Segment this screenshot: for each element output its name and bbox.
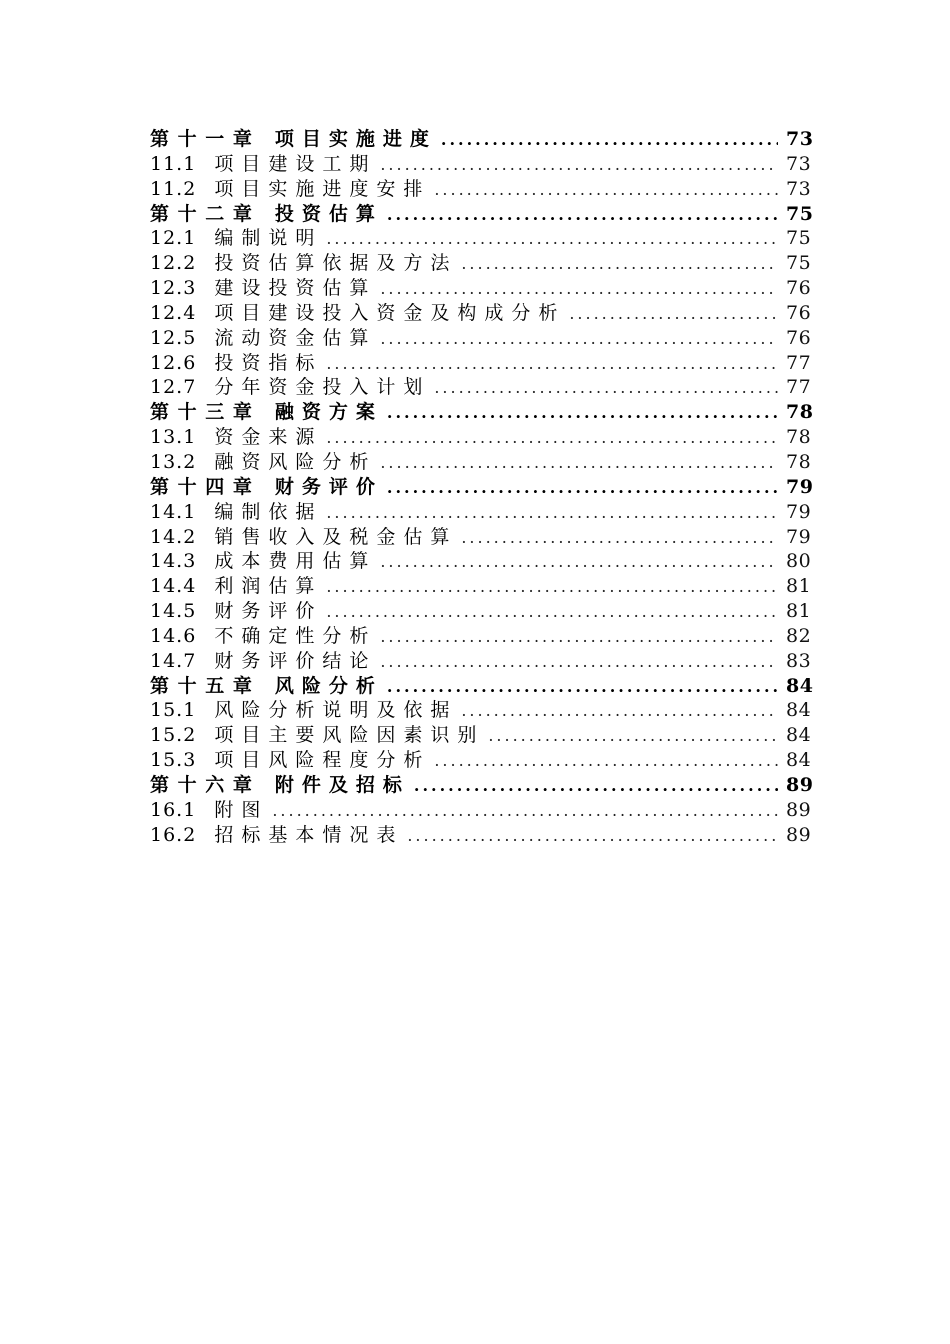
toc-entry-title: 融资风险分析 (214, 450, 377, 473)
toc-entry-page-number: 80 (786, 550, 812, 573)
dot-leader (326, 229, 778, 248)
toc-entry-number: 14.3 (150, 550, 197, 573)
toc-entry-title: 投资估算依据及方法 (214, 252, 458, 275)
toc-entry-number: 11.1 (150, 152, 197, 175)
dot-leader (461, 528, 778, 547)
toc-entry-page-number: 81 (786, 575, 812, 598)
toc-entry-page-number: 73 (786, 177, 812, 200)
toc-chapter-entry[interactable] (150, 124, 814, 150)
toc-entry-page-number: 82 (786, 624, 812, 647)
toc-entry-page-number: 75 (786, 252, 812, 275)
toc-entry-number: 14.4 (150, 575, 197, 598)
toc-entry-number: 14.6 (150, 624, 197, 647)
toc-section-entry[interactable] (150, 621, 810, 646)
toc-entry-page-number: 79 (786, 500, 812, 523)
dot-leader (380, 329, 778, 348)
dot-leader (380, 155, 778, 174)
toc-entry-title: 资金来源 (214, 426, 323, 449)
toc-entry-title: 项目风险程度分析 (214, 749, 431, 772)
toc-entry-number: 14.7 (150, 649, 197, 672)
toc-section-entry[interactable] (150, 298, 810, 323)
toc-section-entry[interactable] (150, 273, 810, 298)
toc-entry-title: 财务评价 (274, 475, 383, 498)
toc-entry-number: 12.3 (150, 277, 197, 300)
toc-entry-page-number: 84 (786, 724, 812, 747)
toc-entry-title: 不确定性分析 (214, 624, 377, 647)
toc-entry-page-number: 75 (786, 227, 812, 250)
toc-section-entry[interactable] (150, 497, 810, 522)
toc-entry-number: 14.2 (150, 525, 197, 548)
toc-entry-page-number: 73 (786, 152, 812, 175)
toc-entry-page-number: 78 (786, 426, 812, 449)
dot-leader (461, 701, 778, 720)
toc-entry-title: 财务评价结论 (214, 649, 377, 672)
toc-entry-page-number: 81 (786, 600, 812, 623)
toc-section-entry[interactable] (150, 422, 810, 447)
toc-section-entry[interactable] (150, 174, 810, 199)
dot-leader (326, 503, 778, 522)
toc-section-entry[interactable] (150, 149, 810, 174)
toc-entry-number: 12.4 (150, 301, 197, 324)
toc-entry-number: 13.2 (150, 450, 197, 473)
toc-entry-title: 附件及招标 (274, 773, 410, 796)
toc-chapter-entry[interactable] (150, 472, 814, 498)
toc-entry-page-number: 76 (786, 326, 812, 349)
toc-entry-title: 投资指标 (214, 351, 323, 374)
toc-entry-number: 14.1 (150, 500, 197, 523)
toc-entry-page-number: 89 (786, 823, 812, 846)
toc-entry-page-number: 75 (786, 202, 814, 225)
toc-chapter-entry[interactable] (150, 770, 814, 796)
dot-leader (441, 130, 778, 149)
toc-entry-title: 项目建设工期 (214, 152, 377, 175)
toc-entry-title: 成本费用估算 (214, 550, 377, 573)
toc-entry-page-number: 79 (786, 525, 812, 548)
toc-entry-title: 编制依据 (214, 500, 323, 523)
toc-section-entry[interactable] (150, 522, 810, 547)
toc-entry-page-number: 78 (786, 450, 812, 473)
toc-entry-number: 16.1 (150, 798, 197, 821)
toc-chapter-entry[interactable] (150, 397, 814, 424)
toc-entry-page-number: 78 (786, 401, 814, 424)
toc-entry-number: 16.2 (150, 823, 197, 846)
toc-entry-page-number: 73 (786, 128, 814, 150)
toc-entry-number: 12.7 (150, 376, 197, 399)
toc-entry-number: 15.2 (150, 724, 197, 747)
toc-entry-number: 第 十 六 章 (150, 773, 253, 796)
toc-entry-number: 11.2 (150, 177, 197, 200)
toc-entry-number: 第 十 四 章 (150, 475, 253, 498)
toc-entry-number: 12.1 (150, 227, 197, 250)
toc-section-entry[interactable] (150, 248, 810, 273)
toc-entry-page-number: 84 (786, 674, 814, 697)
dot-leader (434, 751, 778, 770)
toc-entry-page-number: 76 (786, 277, 812, 300)
toc-entry-title: 利润估算 (214, 575, 323, 598)
dot-leader (461, 254, 778, 273)
toc-entry-page-number: 76 (786, 301, 812, 324)
toc-entry-number: 12.6 (150, 351, 197, 374)
dot-leader (380, 279, 778, 298)
dot-leader (326, 354, 778, 373)
toc-entry-page-number: 89 (786, 773, 814, 796)
toc-entry-title: 分年资金投入计划 (214, 376, 431, 399)
toc-entry-title: 项目主要风险因素识别 (214, 724, 485, 747)
toc-entry-title: 项目实施进度 (274, 128, 437, 150)
toc-section-entry[interactable] (150, 695, 810, 720)
dot-leader (434, 378, 778, 397)
toc-entry-title: 建设投资估算 (214, 277, 377, 300)
toc-entry-number: 第 十 一 章 (150, 128, 253, 150)
toc-entry-number: 12.5 (150, 326, 197, 349)
dot-leader (380, 627, 778, 646)
toc-entry-number: 第 十 三 章 (150, 401, 253, 424)
toc-entry-title: 项目建设投入资金及构成分析 (214, 301, 566, 324)
toc-entry-title: 风险分析说明及依据 (214, 699, 458, 722)
toc-section-entry[interactable] (150, 348, 810, 373)
toc-entry-number: 13.1 (150, 426, 197, 449)
dot-leader (387, 403, 778, 422)
toc-entry-title: 项目实施进度安排 (214, 177, 431, 200)
dot-leader (272, 801, 778, 820)
dot-leader (434, 180, 778, 199)
toc-section-entry[interactable] (150, 720, 810, 745)
dot-leader (326, 577, 778, 596)
toc-entry-page-number: 77 (786, 376, 812, 399)
toc-entry-page-number: 83 (786, 649, 812, 672)
toc-section-entry[interactable] (150, 820, 810, 845)
dot-leader (380, 552, 778, 571)
toc-entry-page-number: 79 (786, 475, 814, 498)
toc-entry-title: 销售收入及税金估算 (214, 525, 458, 548)
toc-entry-number: 12.2 (150, 252, 197, 275)
toc-entry-title: 流动资金估算 (214, 326, 377, 349)
toc-entry-page-number: 84 (786, 699, 812, 722)
dot-leader (326, 428, 778, 447)
dot-leader (387, 478, 778, 497)
dot-leader (488, 726, 778, 745)
table-of-contents (150, 124, 814, 846)
toc-section-entry[interactable] (150, 223, 810, 248)
toc-entry-number: 15.3 (150, 749, 197, 772)
toc-entry-number: 14.5 (150, 600, 197, 623)
toc-section-entry[interactable] (150, 596, 810, 621)
toc-section-entry[interactable] (150, 745, 810, 770)
toc-entry-title: 投资估算 (274, 202, 383, 225)
toc-chapter-entry[interactable] (150, 199, 814, 225)
toc-entry-page-number: 89 (786, 798, 812, 821)
dot-leader (380, 453, 778, 472)
toc-entry-page-number: 84 (786, 749, 812, 772)
toc-entry-title: 风险分析 (274, 674, 383, 697)
dot-leader (326, 602, 778, 621)
toc-entry-number: 15.1 (150, 699, 197, 722)
dot-leader (387, 677, 778, 696)
toc-entry-title: 财务评价 (214, 600, 323, 623)
dot-leader (414, 776, 778, 795)
toc-section-entry[interactable] (150, 323, 810, 348)
toc-section-entry[interactable] (150, 646, 810, 671)
dot-leader (387, 205, 778, 224)
dot-leader (380, 652, 778, 671)
toc-section-entry[interactable] (150, 372, 810, 397)
toc-entry-number: 第 十 五 章 (150, 674, 253, 697)
toc-entry-title: 附图 (214, 798, 269, 821)
toc-chapter-entry[interactable] (150, 671, 814, 697)
toc-entry-page-number: 77 (786, 351, 812, 374)
toc-section-entry[interactable] (150, 795, 810, 820)
toc-section-entry[interactable] (150, 546, 810, 571)
toc-section-entry[interactable] (150, 447, 810, 472)
toc-entry-title: 融资方案 (274, 401, 383, 424)
toc-section-entry[interactable] (150, 571, 810, 596)
toc-entry-number: 第 十 二 章 (150, 202, 253, 225)
dot-leader (569, 304, 778, 323)
toc-entry-title: 编制说明 (214, 227, 323, 250)
toc-entry-title: 招标基本情况表 (214, 823, 404, 846)
dot-leader (407, 826, 778, 845)
